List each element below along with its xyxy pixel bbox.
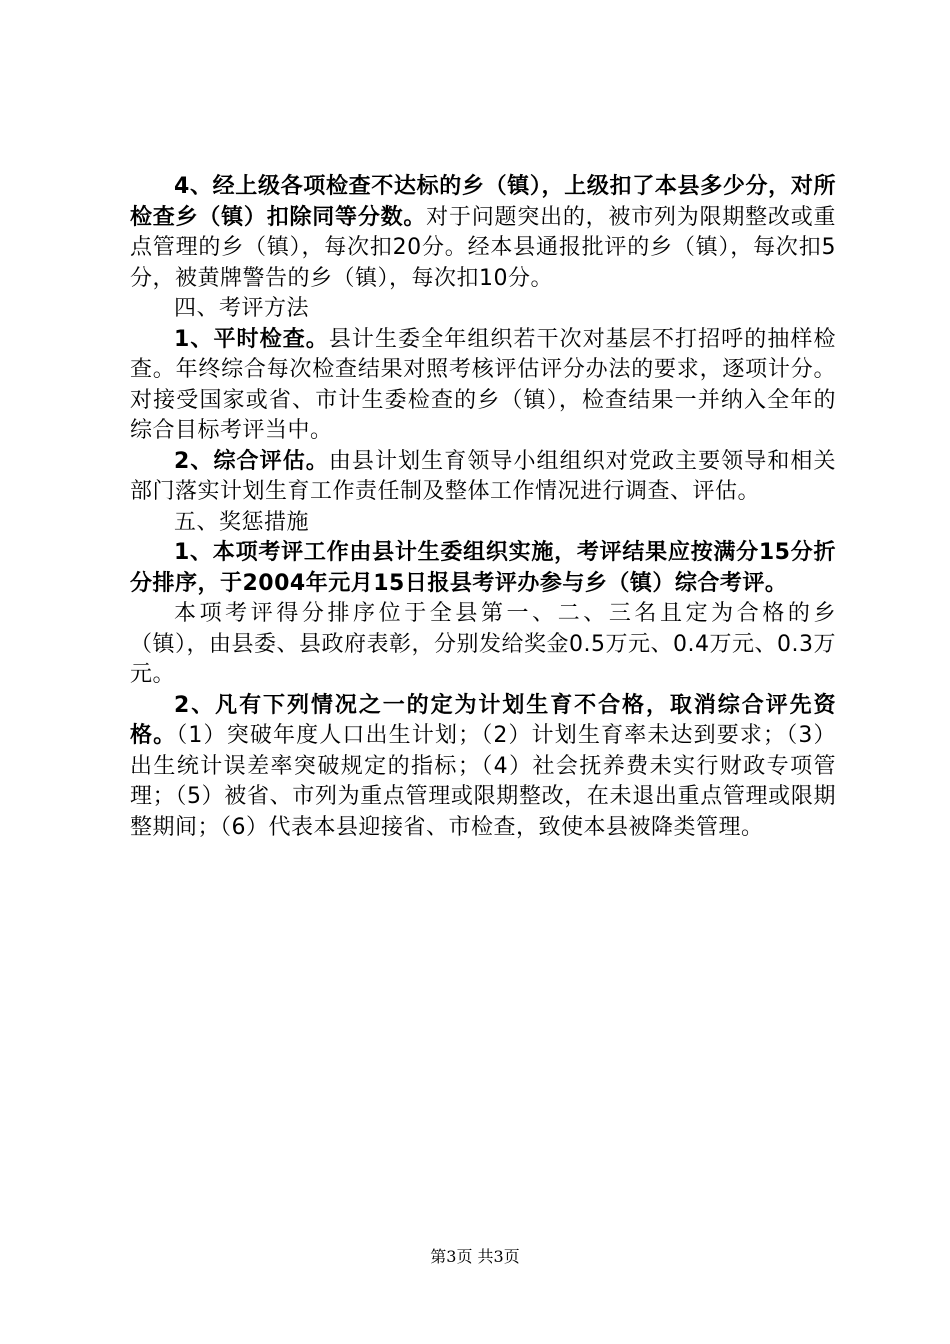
document-body bbox=[130, 172, 836, 843]
paragraph-routine-inspection bbox=[130, 325, 836, 447]
paragraph-text: 对于问题突出的，被市列为限期整改或重点管理的乡（镇），每次扣20分。经本县通报批评的乡（镇），每次扣5分，被黄牌警告的乡（镇），每次扣10分。 bbox=[130, 204, 836, 291]
paragraph-text: 由县计划生育领导小组组织对党政主要领导和相关部门落实计划生育工作责任制及整体工作情况进行调查、评估。 bbox=[130, 448, 836, 504]
paragraph-bold-lead: 2、凡有下列情况之一的定为计划生育不合格，取消综合评先资格。 bbox=[130, 692, 836, 748]
section-heading-rewards-penalties: 五、奖惩措施 bbox=[174, 509, 310, 535]
paragraph-comprehensive-assessment bbox=[130, 447, 836, 508]
paragraph-text: 本项考评得分排序位于全县第一、二、三名且定为合格的乡（镇），由县委、县政府表彰，分别发给奖金0.5万元、0.4万元、0.3万元。 bbox=[130, 601, 836, 687]
paragraph-text: （1）突破年度人口出生计划；（2）计划生育率未达到要求；（3）出生统计误差率突破规定的指标；（4）社会抚养费未实行财政专项管理；（5）被省、市列为重点管理或限期整改，在未退出重点管理或限期整期间；（6）代表本县迎接省、市检查，致使本县被降类管理。 bbox=[130, 723, 836, 840]
paragraph-bold-lead: 1、平时检查。 bbox=[174, 326, 329, 352]
section-heading-evaluation-method: 四、考评方法 bbox=[174, 296, 310, 321]
paragraph-awards bbox=[130, 599, 836, 691]
paragraph-text: 县计生委全年组织若干次对基层不打招呼的抽样检查。年终综合每次检查结果对照考核评估评分办法的要求，逐项计分。对接受国家或省、市计生委检查的乡（镇），检查结果一并纳入全年的综合目标考评当中。 bbox=[130, 326, 836, 443]
paragraph-deduction-rule bbox=[130, 172, 836, 294]
paragraph-bold-lead: 4、经上级各项检查不达标的乡（镇），上级扣了本县多少分，对所检查乡（镇）扣除同等分数。 bbox=[130, 174, 836, 230]
page-footer: 第3页 共3页 bbox=[430, 1247, 520, 1266]
paragraph-bold-lead: 2、综合评估。 bbox=[174, 448, 329, 474]
paragraph-bold-lead: 1、本项考评工作由县计生委组织实施，考评结果应按满分15分折分排序，于2004年元月15日报县考评办参与乡（镇）综合考评。 bbox=[130, 540, 836, 596]
paragraph-evaluation-organization bbox=[130, 538, 836, 599]
paragraph-disqualification bbox=[130, 691, 836, 844]
